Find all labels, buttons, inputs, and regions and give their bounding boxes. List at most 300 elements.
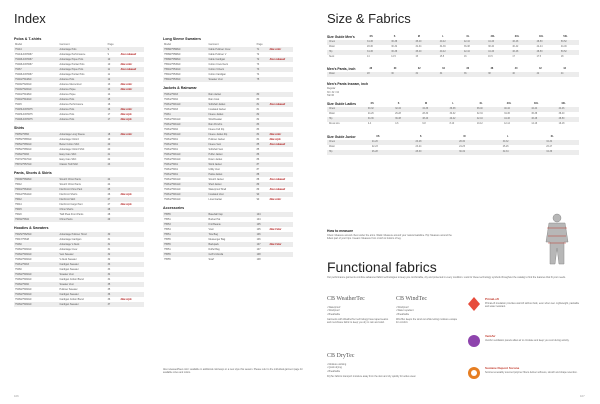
page-cell: 75 xyxy=(256,78,260,81)
page-cell: 36 xyxy=(107,298,111,301)
page-cell: 81 xyxy=(256,103,260,106)
model-cell: 75551 xyxy=(164,248,171,251)
garment-cell: Messenger Bag xyxy=(208,238,226,241)
model-cell: 75461 xyxy=(164,113,171,116)
size-value: 34-36 xyxy=(367,118,374,120)
model-cell: 75650/75650LF xyxy=(15,148,32,151)
brand-name: VentAir xyxy=(485,334,496,338)
size-value: 46-48 xyxy=(531,118,538,120)
size-column-header: S xyxy=(393,35,396,38)
model-cell: 75440/75448LF xyxy=(15,78,32,81)
size-value: 24-26 xyxy=(367,113,374,115)
brand-description: VentAir ventilation panels allow air to circulate and keep you cool during activity. xyxy=(485,339,570,342)
garment-cell: Bucket Hat xyxy=(208,218,221,221)
page-cell: 29 xyxy=(107,218,111,221)
garment-cell: Vest Sweater xyxy=(59,253,74,256)
model-cell: 75460/75460LF xyxy=(15,258,32,261)
size-value: 40-42 xyxy=(449,118,456,120)
garment-cell: Rain Coat xyxy=(208,98,220,101)
model-cell: 75461/75461 xyxy=(164,163,178,166)
tech-description: WindTec keeps the wind out while letting moisture escape for comfort. xyxy=(396,318,458,325)
size-value: 15.5 xyxy=(439,56,445,58)
size-value: 44-46 xyxy=(558,108,565,110)
model-cell: 75448LF/RH467 xyxy=(15,58,33,61)
size-value: 30-32 xyxy=(391,46,398,48)
measure-label: Chest xyxy=(329,141,336,143)
accessories-heading: Accessories xyxy=(163,206,185,210)
page-cell: 74 xyxy=(256,73,260,76)
size-value: 26-28 xyxy=(371,151,378,153)
model-cell: 75588/75588LF xyxy=(164,58,181,61)
column-header: Model xyxy=(164,43,172,46)
size-value: 14-16 xyxy=(531,123,538,125)
size-value: 8-10 xyxy=(449,123,455,125)
tech-bullet: • Moisture wicking xyxy=(327,363,347,366)
model-cell: 75655/75655LF xyxy=(15,138,32,141)
tech-bullet: • Windproof xyxy=(327,309,340,313)
size-column-header: XS xyxy=(369,35,373,38)
model-cell: 75460 xyxy=(15,243,22,246)
size-column-header: 38 xyxy=(490,67,494,70)
tech-name: CB WindTec xyxy=(396,296,428,302)
model-cell: 75570/75570LF xyxy=(15,163,32,166)
table-row xyxy=(14,302,144,307)
size-value: 30-32 xyxy=(367,108,374,110)
garment-cell: Baseball Cap xyxy=(208,213,223,216)
garment-cell: Rain Poncho xyxy=(208,123,223,126)
size-value: 44-46 xyxy=(488,51,495,53)
size-value: 28-30 xyxy=(422,113,429,115)
garment-cell: Chino Shorts xyxy=(59,208,74,211)
primaloft-icon xyxy=(466,296,482,312)
model-cell: 75448LF/RH475 xyxy=(15,118,33,121)
size-value: 38-40 xyxy=(415,51,422,53)
size-row xyxy=(327,72,579,77)
size-column-header: 4XL xyxy=(561,102,566,105)
page-cell: 26 xyxy=(107,193,111,196)
status-tag: New style xyxy=(120,113,132,116)
model-cell: 75461/75463 xyxy=(164,108,178,111)
model-cell: 75461/75461LF xyxy=(164,188,181,191)
size-value: 44-46 xyxy=(488,41,495,43)
garment-cell: Stretch Chino Pants xyxy=(59,178,81,181)
tech-bullet: • Windproof xyxy=(396,306,409,309)
size-value: 26-27 xyxy=(546,146,553,148)
page-cell: 31 xyxy=(107,238,111,241)
garment-cell: Classic Twill Shirt xyxy=(59,163,79,166)
page-cell: 88 xyxy=(256,173,260,176)
garment-cell: Chino Pants xyxy=(59,218,73,221)
size-value: 4-6 xyxy=(395,123,399,125)
model-cell: 75540/75540LF xyxy=(164,68,181,71)
page-cell: 85 xyxy=(256,143,260,146)
size-value: 34-36 xyxy=(422,108,429,110)
status-tag: New style xyxy=(120,203,132,206)
size-value: 32-34 xyxy=(415,46,422,48)
model-cell: 75440/75448LF xyxy=(15,93,32,96)
garment-cell: Easy Care Shirt xyxy=(59,153,77,156)
status-tag: Also released xyxy=(269,143,286,146)
model-cell: 75625/75625LF xyxy=(15,233,32,236)
model-cell: 75460/75460LF xyxy=(15,278,32,281)
size-value: 28-30 xyxy=(459,141,465,143)
size-column-header: 42 xyxy=(539,67,542,70)
garment-cell: Insulated Jacket xyxy=(208,108,226,111)
garment-cell: Cardigan Cotton Blend xyxy=(59,298,84,301)
size-value: 42-44 xyxy=(463,51,470,53)
page-cell: 33 xyxy=(107,263,111,266)
garment-cell: Softshell Jacket xyxy=(208,103,226,106)
brand-description: Sorona renewably sourced polymer fibers deliver softness, stretch and shape retention. xyxy=(485,371,578,374)
size-value: 50-52 xyxy=(560,41,567,43)
size-value: 34-36 xyxy=(546,151,553,153)
size_mens-heading: Size Guide Men's xyxy=(327,35,355,39)
model-cell: 75647/75648 xyxy=(15,238,29,241)
garment-cell: Golf Umbrella xyxy=(208,253,224,256)
size-value: 17 xyxy=(512,56,515,58)
page-cell: 28 xyxy=(107,213,111,216)
model-cell: 75461/75462 xyxy=(164,98,178,101)
table-row xyxy=(163,77,293,82)
garment-cell: Utility Vest xyxy=(208,168,220,171)
page-cell: 71 xyxy=(256,48,260,51)
model-cell: 75555 xyxy=(164,258,171,261)
page-cell: 81 xyxy=(256,108,260,111)
garment-cell: Advance Polo xyxy=(59,113,75,116)
size-value: 22-23 xyxy=(371,146,378,148)
inseam-value: Regular xyxy=(327,87,336,90)
tech-bullet: • Breathable xyxy=(396,312,410,316)
status-tag: New color xyxy=(120,63,133,66)
page-cell: 87 xyxy=(256,163,260,166)
page-cell: 80 xyxy=(256,93,260,96)
size-value: 46-48 xyxy=(512,51,519,53)
size-value: 32 xyxy=(415,73,419,75)
page-cell: 107 xyxy=(256,248,261,251)
page-cell: 27 xyxy=(107,198,111,201)
garment-cell: Advantage Pique Polo xyxy=(59,68,84,71)
page-number-right: 107 xyxy=(580,394,585,398)
size-column-header: L xyxy=(442,35,444,38)
garment-cell: Advantage Polo xyxy=(59,48,77,51)
size-column-header: 4XL xyxy=(539,35,544,38)
model-cell: 75460/75460LF xyxy=(15,303,32,306)
size-value: 36-38 xyxy=(391,51,398,53)
size-value: 50-52 xyxy=(560,51,567,53)
model-cell: 75461/75461LF xyxy=(164,133,181,136)
page-number-left: 106 xyxy=(14,394,19,398)
size-column-header: 32 xyxy=(417,67,421,70)
model-cell: 75630/75632 xyxy=(15,218,29,221)
tech-name: CB WeatherTec xyxy=(327,296,365,302)
size-column-header: 2XL xyxy=(490,35,495,38)
page-cell: 36 xyxy=(107,293,111,296)
garment-cell: Advance Performance xyxy=(59,103,84,106)
page-cell: 84 xyxy=(256,138,260,141)
index-note: Also released/New color: available in additional colorways or a new style this season. Please refer to the individual garment page for available sizes and colors. xyxy=(163,368,303,375)
size-value: 38-40 xyxy=(558,113,565,115)
status-tag: New style xyxy=(269,138,281,141)
status-tag: Also released xyxy=(269,103,286,106)
size-column-header: 5XL xyxy=(563,35,568,38)
polos-heading: Polos & T-shirts xyxy=(14,37,42,41)
page-cell: 108 xyxy=(256,253,261,256)
garment-cell: Cable Cardigan xyxy=(208,58,226,61)
model-cell: 75461/75461 xyxy=(164,168,178,171)
page-cell: 37 xyxy=(107,303,111,306)
page-cell: 19 xyxy=(107,138,111,141)
garment-cell: Cotton V-Neck xyxy=(208,68,224,71)
model-cell: 75608/75608LF xyxy=(15,178,32,181)
page-cell: 27 xyxy=(107,203,111,206)
size-value: 36-38 xyxy=(395,118,401,120)
garment-cell: Rain Jacket xyxy=(208,93,221,96)
model-cell: 75554 xyxy=(164,228,171,231)
model-cell: 75461/75463 xyxy=(164,93,178,96)
model-cell: 75588/75588LF xyxy=(164,48,181,51)
garment-cell: Cardigan Sweater xyxy=(59,293,79,296)
body-silhouette-figure xyxy=(535,212,579,268)
model-cell: 75555 xyxy=(164,213,171,216)
measure-label: Chest xyxy=(329,108,336,110)
size-value: 14 xyxy=(367,56,370,58)
page-cell: 24 xyxy=(107,178,111,181)
page-cell: 89 xyxy=(256,183,260,186)
size-value: 38-40 xyxy=(422,118,429,120)
model-cell: 75460/75460LF xyxy=(15,248,32,251)
model-cell: 75461/75461 xyxy=(164,173,178,176)
garment-cell: Advantage Oxford Shirt xyxy=(59,148,85,151)
page-cell: 104 xyxy=(256,218,261,221)
model-cell: 75555 xyxy=(164,238,171,241)
page-cell: 108 xyxy=(256,258,261,261)
inseam-value: 30 / 32 / 34 xyxy=(327,90,339,94)
model-cell: 75540/75545LF xyxy=(164,78,181,81)
size-value: 36-38 xyxy=(531,113,538,115)
size-value: 28-30 xyxy=(415,151,422,153)
garment-cell: Advantage Crew xyxy=(59,248,78,251)
size-value: 40 xyxy=(512,73,515,75)
garment-cell: Visor xyxy=(208,228,214,231)
status-tag: New color xyxy=(120,108,133,111)
garment-cell: Flat Front Chino Pant xyxy=(59,188,83,191)
size-value: 30-32 xyxy=(449,113,456,115)
model-cell: 75655/75656 xyxy=(15,133,29,136)
size-value: 32-34 xyxy=(395,108,401,110)
page-cell: 72 xyxy=(256,58,260,61)
size-value: 28 xyxy=(367,73,370,75)
page-cell: 22 xyxy=(107,158,111,161)
garment-cell: Stretch Chino Pants xyxy=(59,183,81,186)
index-title: Index xyxy=(14,11,46,26)
model-cell: 75460/75460LF xyxy=(15,273,32,276)
column-header: Garment xyxy=(208,43,219,46)
page-cell: 10 xyxy=(107,63,111,66)
measure-text: Chest: Measure around chest under the arms. Waist: Measure around your natural waistline. Hip: Measure around the fullest part of your hips. Inseam: Measure from crotch to bottom of leg. xyxy=(327,234,452,241)
garment-cell: Advance Polo xyxy=(59,98,75,101)
page-cell: 86 xyxy=(256,153,260,156)
table-row xyxy=(14,162,144,167)
size-value: 48-50 xyxy=(558,118,565,120)
measure-label: Waist xyxy=(329,113,335,115)
size-column-header: L xyxy=(507,135,509,138)
tech-bullet: • Quick drying xyxy=(327,366,342,370)
page-cell: 72 xyxy=(256,53,260,56)
size-column-header: XL xyxy=(466,35,470,38)
model-cell: 75551 xyxy=(164,233,171,236)
status-tag: New color xyxy=(269,198,282,201)
size-value: 24-26 xyxy=(371,141,378,143)
page-cell: 33 xyxy=(107,268,111,271)
size-column-header: 30 xyxy=(393,67,397,70)
garment-cell: Advance Polo xyxy=(59,118,75,121)
column-header: Model xyxy=(15,43,23,46)
tech-bullet: • Breathable xyxy=(327,312,341,316)
model-cell: 75448LF/RH467 xyxy=(15,63,33,66)
garment-cell: Windbreaker xyxy=(208,118,223,121)
size-column-header: S xyxy=(397,102,400,105)
garment-cell: Scarf xyxy=(208,258,215,261)
status-tag: Also released xyxy=(120,53,137,56)
model-cell: 75461/75461LF xyxy=(164,103,181,106)
garment-cell: Down Jacket xyxy=(208,158,223,161)
page-cell: 34 xyxy=(107,278,111,281)
garment-cell: Advantage Pocket Polo xyxy=(59,63,85,66)
page-cell: 90 xyxy=(256,193,260,196)
size-column-header: 34 xyxy=(442,67,445,70)
garment-cell: Cardigan Sweater xyxy=(59,263,79,266)
page-cell: 9 xyxy=(107,53,109,56)
size-value: 26-28 xyxy=(395,113,401,115)
page-cell: 88 xyxy=(256,178,260,181)
garment-cell: Cardigan Sweater xyxy=(59,268,79,271)
size-value: 16 xyxy=(463,56,467,58)
garment-cell: Stretch Jacket xyxy=(208,178,224,181)
status-tag: New Color xyxy=(269,243,282,246)
size-value: 32-34 xyxy=(502,151,509,153)
table-row xyxy=(14,217,144,222)
page-cell: 35 xyxy=(107,288,111,291)
size-value: 48-50 xyxy=(536,41,543,43)
size-value: 24-25 xyxy=(459,146,465,148)
garment-cell: Insulated Vest xyxy=(208,193,224,196)
page-cell: 35 xyxy=(107,283,111,286)
garment-cell: Twill Pleat Front Pants xyxy=(59,213,84,216)
page-cell: 15 xyxy=(107,98,111,101)
garment-cell: Cable Pullover Crew xyxy=(208,48,231,51)
page-cell: 13 xyxy=(107,88,111,91)
garment-cell: Cardigan Cotton Blend xyxy=(59,278,84,281)
size-value: 32-34 xyxy=(546,141,553,143)
page-cell: 20 xyxy=(107,148,111,151)
size-value: 28-30 xyxy=(367,46,373,48)
garment-cell: Flat Front Shorts xyxy=(59,193,78,196)
pants_mens-heading: Men's Pants, inch xyxy=(327,67,356,71)
garment-cell: Softshell Vest xyxy=(208,148,223,151)
tech-bullet: • Breathable xyxy=(327,369,341,373)
status-tag: New style xyxy=(120,118,132,121)
model-cell: 75200/75200LF xyxy=(15,88,32,91)
model-cell: 75461/75461 xyxy=(164,143,178,146)
column-header: Garment xyxy=(59,43,70,46)
tech-bullet: • Waterproof xyxy=(327,306,341,309)
size-row xyxy=(327,55,579,60)
page-cell: 83 xyxy=(256,123,260,126)
garment-cell: Pullover Sweater xyxy=(59,288,78,291)
garment-cell: Cardigan Sweater xyxy=(59,303,79,306)
status-tag: New style xyxy=(120,193,132,196)
size-column-header: L xyxy=(452,102,454,105)
size-column-header: 44 xyxy=(563,67,566,70)
model-cell: 75461/75461LF xyxy=(164,158,181,161)
size-value: 36 xyxy=(463,73,467,75)
page-cell: 17 xyxy=(107,113,111,116)
size_junior-heading: Size Guide Junior xyxy=(327,135,356,139)
size-value: 36-38 xyxy=(449,108,456,110)
model-cell: 75460/75460LF xyxy=(15,288,32,291)
size-value: 18 xyxy=(560,56,564,58)
model-cell: 75588/75588LF xyxy=(164,53,181,56)
status-tag: New color xyxy=(120,83,133,86)
size-value: 34-36 xyxy=(504,113,510,115)
size-value: 34-36 xyxy=(367,51,373,53)
page-cell: 10 xyxy=(107,58,111,61)
model-cell: 75460/75460LF xyxy=(15,253,32,256)
size-column-header: 2XL xyxy=(506,102,512,105)
page-cell: 73 xyxy=(256,68,260,71)
size-column-header: M xyxy=(463,135,466,138)
page-cell: 23 xyxy=(107,163,111,166)
garment-cell: Sweater Vest xyxy=(208,78,223,81)
garment-cell: Fleece Jacket Zip xyxy=(208,133,228,136)
size-value: 16.5 xyxy=(488,56,493,58)
page-cell: 90 xyxy=(256,198,260,201)
size-row xyxy=(327,122,579,127)
size-value: 15 xyxy=(415,56,419,58)
hoodies-heading: Hoodies & Sweaters xyxy=(14,226,49,230)
model-cell: 75642 xyxy=(15,183,22,186)
status-tag: New color xyxy=(120,88,133,91)
status-tag: New color xyxy=(269,133,282,136)
model-cell: 75144LF/RH467 xyxy=(15,53,33,56)
page-cell: 11 xyxy=(107,73,111,76)
model-cell: 75461/75461 xyxy=(164,138,178,141)
model-cell: 75642 xyxy=(15,198,22,201)
size_ladies-heading: Size Guide Ladies xyxy=(327,102,357,106)
garment-cell: Flat Front Cargo Pant xyxy=(59,203,83,206)
size-value: 42-44 xyxy=(536,46,543,48)
size-value: 44 xyxy=(560,73,564,75)
model-cell: 75461/75461 xyxy=(164,148,178,151)
measure-label: Waist xyxy=(329,146,335,148)
size-column-header: 28 xyxy=(369,67,373,70)
model-cell: 75461/75463 xyxy=(15,263,29,266)
size-value: 40-42 xyxy=(512,46,519,48)
page-cell: 30 xyxy=(107,233,111,236)
model-cell: 75440/75440LF xyxy=(15,98,32,101)
page-cell: 13 xyxy=(107,83,111,86)
garment-cell: Cotton Crew Neck xyxy=(208,63,228,66)
size-column-header: M xyxy=(417,35,420,38)
measure-label: Dress size xyxy=(329,123,340,125)
size-column-header: 40 xyxy=(514,67,518,70)
garment-cell: Fleece Vest xyxy=(208,143,221,146)
size-column-header: XS xyxy=(376,135,380,138)
status-tag: New style xyxy=(120,298,132,301)
size-column-header: S xyxy=(419,135,422,138)
measure-label: Chest xyxy=(329,41,336,43)
garment-cell: Advance Pique xyxy=(59,88,76,91)
